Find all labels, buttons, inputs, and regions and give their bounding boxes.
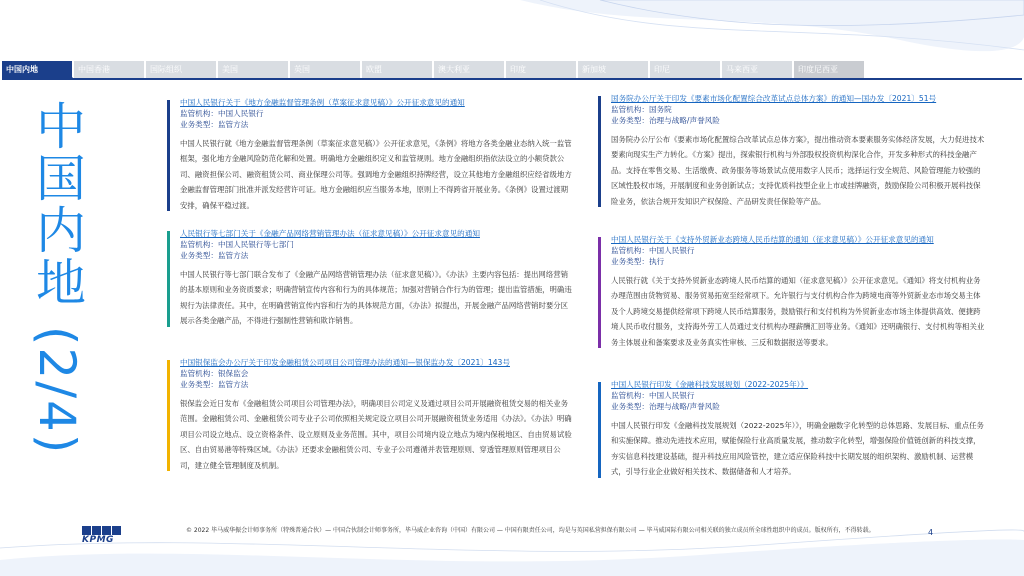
news-item-regulator: 监管机构：银保监会	[180, 369, 249, 378]
page-number: 4	[928, 528, 934, 537]
item-accent-bar	[167, 100, 170, 211]
news-item-body: 中国人民银行等七部门联合发布了《金融产品网络营销管理办法（征求意见稿）》。《办法》主要内容包括：提出网络营销的基本原则和业务资质要求；明确营销宣传内容和行为的具体规范；加强对营销合作行为的管理；提出监管措施，明确违规行为法律责任。其中，在明确营销宣传内容和行为的具体规范方面，《办法》拟提出，开展金融产品网络营销时要分区展示各类金融产品，不得进行强制性营销和欺诈销售。	[180, 270, 572, 326]
footer-legal-text: © 2022 毕马威华振会计师事务所（特殊普通合伙）— 中国合伙制会计师事务所，毕马威企业咨询（中国）有限公司 — 中国有限责任公司，均是与英国私营担保有限公司 — 毕马威国际有限公司相关联的独立成员所全球性组织中的成员。版权所有，不得转载。	[186, 527, 875, 534]
tab-underline	[2, 78, 1022, 80]
news-item-title-link[interactable]: 国务院办公厅关于印发《要素市场化配置综合改革试点总体方案》的通知—国办发〔2021〕51号	[611, 94, 937, 103]
item-accent-bar	[167, 360, 170, 471]
news-item-body: 中国人民银行就《地方金融监督管理条例（草案征求意见稿）》公开征求意见，《条例》将地方各类金融业态纳入统一监管框架，强化地方金融风险防范化解和处置。明确地方金融组织定义和监管规则。地方金融组织指依法设立的小额贷款公司、融资担保公司、融资租赁公司、商业保理公司等。强调地方金融组织持牌经营，设立其他地方金融组织应经省级地方金融监督管理部门批准并派发经营许可证。地方金融组织应当服务本地，原则上不得跨省开展业务。《条例》设置过渡期安排，确保平稳过渡。	[180, 139, 572, 210]
item-accent-bar	[167, 231, 170, 327]
news-item-regulator: 监管机构：中国人民银行	[611, 391, 695, 400]
kpmg-logo-text: KPMG	[82, 535, 114, 545]
tab-8[interactable]: 新加坡	[578, 61, 650, 79]
item-accent-bar	[598, 96, 601, 207]
tab-4[interactable]: 英国	[290, 61, 362, 79]
news-item-type: 业务类型：监管方法	[180, 251, 249, 260]
item-accent-bar	[598, 237, 601, 348]
news-item	[598, 380, 986, 480]
news-item-title-link[interactable]: 中国人民银行关于《地方金融监督管理条例（草案征求意见稿）》公开征求意见的通知	[180, 98, 465, 107]
tab-2[interactable]: 国际组织	[146, 61, 218, 79]
tab-7[interactable]: 印度	[506, 61, 578, 79]
tab-10[interactable]: 马来西亚	[722, 61, 794, 79]
news-item	[167, 358, 573, 473]
kpmg-logo	[82, 526, 122, 546]
news-item	[167, 229, 573, 329]
tab-1[interactable]: 中国香港	[74, 61, 146, 79]
news-item-title-link[interactable]: 中国人民银行印发《金融科技发展规划（2022-2025年）》	[611, 380, 809, 389]
news-item-type: 业务类型：监管方法	[180, 120, 249, 129]
tab-11[interactable]: 印度尼西亚	[794, 61, 866, 79]
kpmg-logo-boxes	[82, 526, 122, 535]
news-item-type: 业务类型：监管方法	[180, 380, 249, 389]
news-item	[598, 94, 986, 209]
news-item-regulator: 监管机构：国务院	[611, 105, 672, 114]
tab-9[interactable]: 印尼	[650, 61, 722, 79]
region-tabs	[2, 61, 1022, 79]
tab-3[interactable]: 美国	[218, 61, 290, 79]
news-item-body: 中国人民银行印发《金融科技发展规划（2022-2025年）》，明确金融数字化转型的总体思路、发展目标、重点任务和实施保障。推动先进技术应用，赋能保险行业高质量发展，推动数字化转型，增强保险价值链创新的科技支撑，夯实信息科技建设基础，提升科技应用风险管控，建立适应保险科技中长期发展的组织架构、激励机制、运营模式，引导行业企业做好相关技术、数据储备和人才培养。	[611, 421, 984, 477]
news-item-regulator: 监管机构：中国人民银行	[180, 109, 264, 118]
tab-0[interactable]: 中国内地	[2, 61, 74, 79]
news-item-body: 人民银行就《关于支持外贸新业态跨境人民币结算的通知（征求意见稿）》公开征求意见。《通知》将支付机构业务办理范围由货物贸易、服务贸易拓宽至经常项下。允许银行与支付机构合作为跨境电商等外贸新业态市场交易主体及个人跨境交易提供经常项下跨境人民币结算服务，鼓励银行和支付机构为外贸新业态市场主体提供高效、便捷跨境人民币收付服务，支持海外劳工人员通过支付机构办理薪酬汇回等业务。《通知》还明确银行、支付机构等相关业务主体展业和备案要求及业务真实性审核、三反和数据报送等要求。	[611, 276, 985, 347]
news-item-title-link[interactable]: 中国银保监会办公厅关于印发金融租赁公司项目公司管理办法的通知—银保监办发〔2021〕143号	[180, 358, 510, 367]
news-item-title-link[interactable]: 人民银行等七部门关于《金融产品网络营销管理办法（征求意见稿）》公开征求意见的通知	[180, 229, 480, 238]
tab-6[interactable]: 澳大利亚	[434, 61, 506, 79]
news-item-body: 国务院办公厅公布《要素市场化配置综合改革试点总体方案》，提出推动资本要素服务实体经济发展，大力促进技术要素向现实生产力转化。《方案》提出，探索银行机构与外部股权投资机构深化合作，开发多种形式的科技金融产品。支持在零售交易、生活缴费、政务服务等场景试点使用数字人民币；选择运行安全规范、风险管理能力较强的区域性股权市场，开展制度和业务创新试点；支持优质科技型企业上市或挂牌融资，鼓励保险公司积极开展科技保险业务，依法合规开发知识产权保险、产品研发责任保险等产品。	[611, 135, 985, 206]
news-item-regulator: 监管机构：中国人民银行等七部门	[180, 240, 294, 249]
tab-5[interactable]: 欧盟	[362, 61, 434, 79]
news-item-body: 银保监会近日发布《金融租赁公司项目公司管理办法》，明确项目公司定义及通过项目公司开展融资租赁交易的相关业务范围。金融租赁公司、金融租赁公司专业子公司依照相关规定设立项目公司开展融资租赁业务适用《办法》。《办法》明确项目公司设立地点、设立资格条件、设立原则及业务范围。其中，项目公司境内设立地点为境内保税地区、自由贸易试验区、自由贸易港等特殊区域。《办法》还要求金融租赁公司、专业子公司遵循并表管理原则、穿透管理原则管理项目公司，建立健全管理制度及机制。	[180, 399, 572, 470]
item-accent-bar	[598, 382, 601, 478]
news-item-title-link[interactable]: 中国人民银行关于《支持外贸新业态跨境人民币结算的通知（征求意见稿）》公开征求意见的通知	[611, 235, 934, 244]
news-item-type: 业务类型：治理与战略/声誉风险	[611, 402, 720, 411]
news-item-type: 业务类型：治理与战略/声誉风险	[611, 116, 720, 125]
news-item	[598, 235, 986, 350]
news-item-regulator: 监管机构：中国人民银行	[611, 246, 695, 255]
news-item	[167, 98, 573, 213]
news-item-type: 业务类型：执行	[611, 257, 665, 266]
page-title: 中国内地 (2/4)	[28, 100, 86, 456]
